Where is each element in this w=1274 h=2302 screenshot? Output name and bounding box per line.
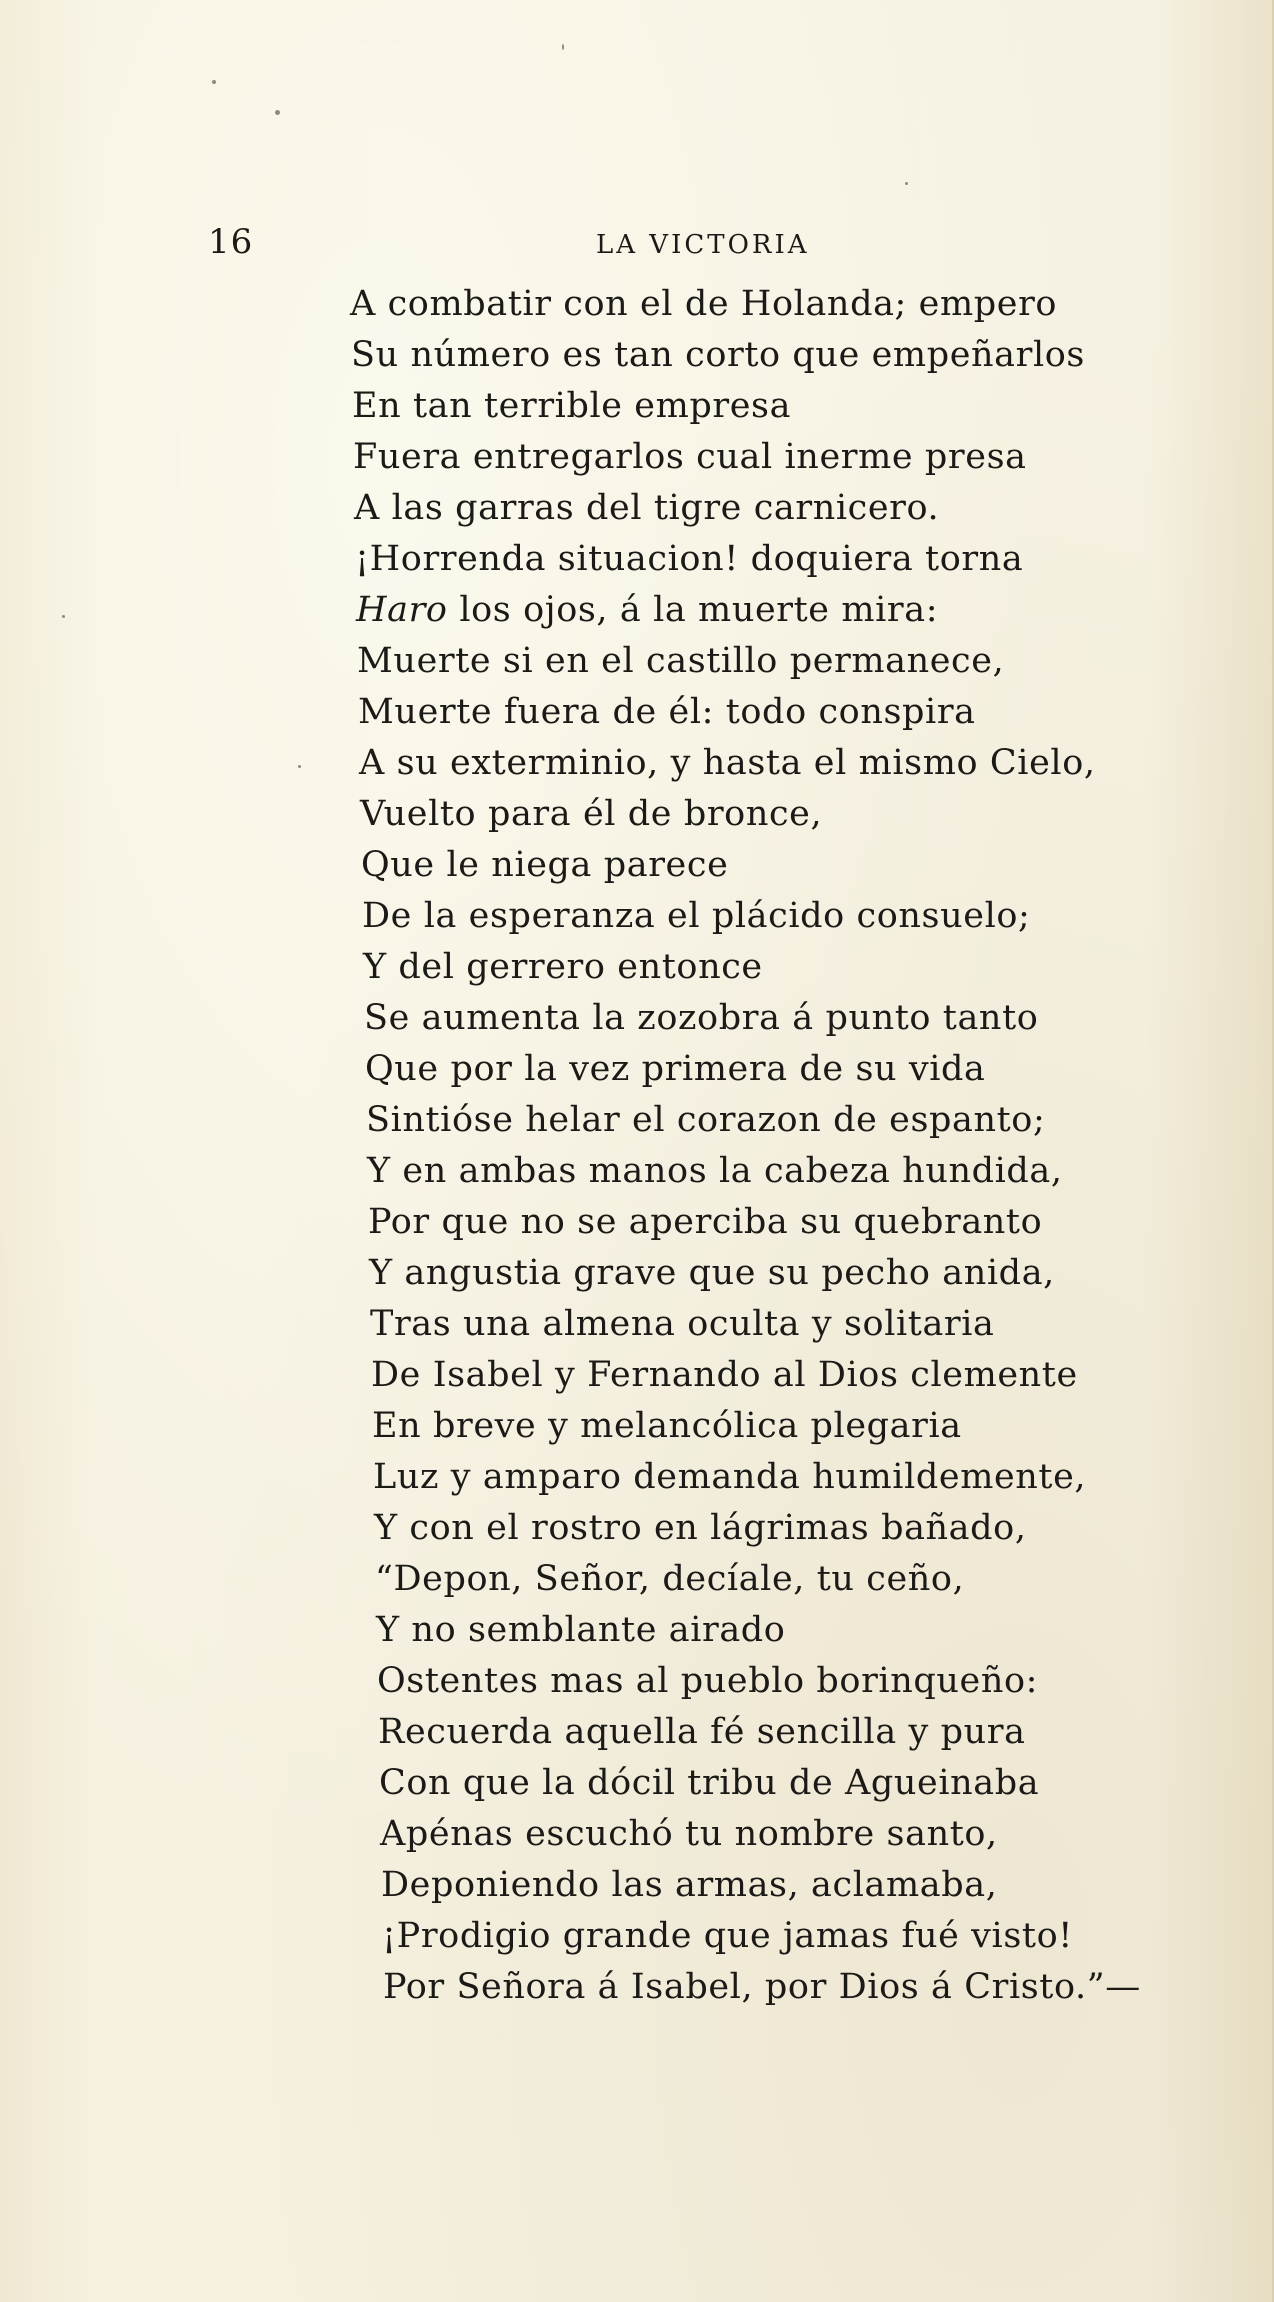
verse-line: Apénas escuchó tu nombre santo,: [380, 1814, 998, 1854]
verse-line: Y con el rostro en lágrimas bañado,: [374, 1508, 1027, 1548]
verse-line: Con que la dócil tribu de Agueinaba: [379, 1763, 1040, 1803]
verse-line: Ostentes mas al pueblo borinqueño:: [377, 1661, 1039, 1701]
verse-line: Y no semblante airado: [376, 1610, 786, 1650]
verse-line: Recuerda aquella fé sencilla y pura: [378, 1712, 1026, 1752]
verse-line: Luz y amparo demanda humildemente,: [373, 1457, 1087, 1497]
verse-line: De Isabel y Fernando al Dios clemente: [371, 1355, 1078, 1395]
verse-line: De la esperanza el plácido consuelo;: [362, 896, 1031, 936]
verse-line: Y angustia grave que su pecho anida,: [369, 1253, 1055, 1293]
verse-line: Que por la vez primera de su vida: [365, 1049, 986, 1089]
verse-line: Muerte si en el castillo permanece,: [357, 641, 1005, 681]
verse-line: Por que no se aperciba su quebranto: [368, 1202, 1043, 1242]
verse-line: En breve y melancólica plegaria: [372, 1406, 962, 1446]
verse-line: ¡Horrenda situacion! doquiera torna: [355, 539, 1024, 579]
verse-line: Por Señora á Isabel, por Dios á Cristo.”—: [383, 1967, 1141, 2007]
verse-line: [356, 588, 938, 632]
verse-line: En tan terrible empresa: [352, 386, 792, 426]
verse-line: “Depon, Señor, decíale, tu ceño,: [375, 1559, 965, 1599]
verse-line: Tras una almena oculta y solitaria: [370, 1304, 995, 1344]
verse-line: Su número es tan corto que empeñarlos: [351, 335, 1085, 375]
verse-line: Deponiendo las armas, aclamaba,: [381, 1865, 998, 1905]
verse-line: Vuelto para él de bronce,: [360, 794, 823, 834]
verse-line: Se aumenta la zozobra á punto tanto: [364, 998, 1039, 1038]
verse-line: A su exterminio, y hasta el mismo Cielo,: [359, 743, 1096, 783]
running-title: LA VICTORIA: [596, 230, 810, 260]
verse-line: Y del gerrero entonce: [363, 947, 763, 987]
verse-line: A las garras del tigre carnicero.: [354, 488, 940, 528]
page-number: 16: [208, 222, 254, 262]
verse-line: Sintióse helar el corazon de espanto;: [366, 1100, 1046, 1140]
verse-line: Fuera entregarlos cual inerme presa: [353, 437, 1027, 477]
verse-line: Y en ambas manos la cabeza hundida,: [367, 1151, 1063, 1191]
verse-italic-name: Haro: [356, 590, 448, 630]
verse-line: A combatir con el de Holanda; empero: [350, 284, 1058, 324]
verse-line: Que le niega parece: [361, 845, 729, 885]
verse-line: Muerte fuera de él: todo conspira: [358, 692, 976, 732]
verse-line: ¡Prodigio grande que jamas fué visto!: [382, 1916, 1073, 1956]
verse-line-text: los ojos, á la muerte mira:: [447, 590, 939, 630]
